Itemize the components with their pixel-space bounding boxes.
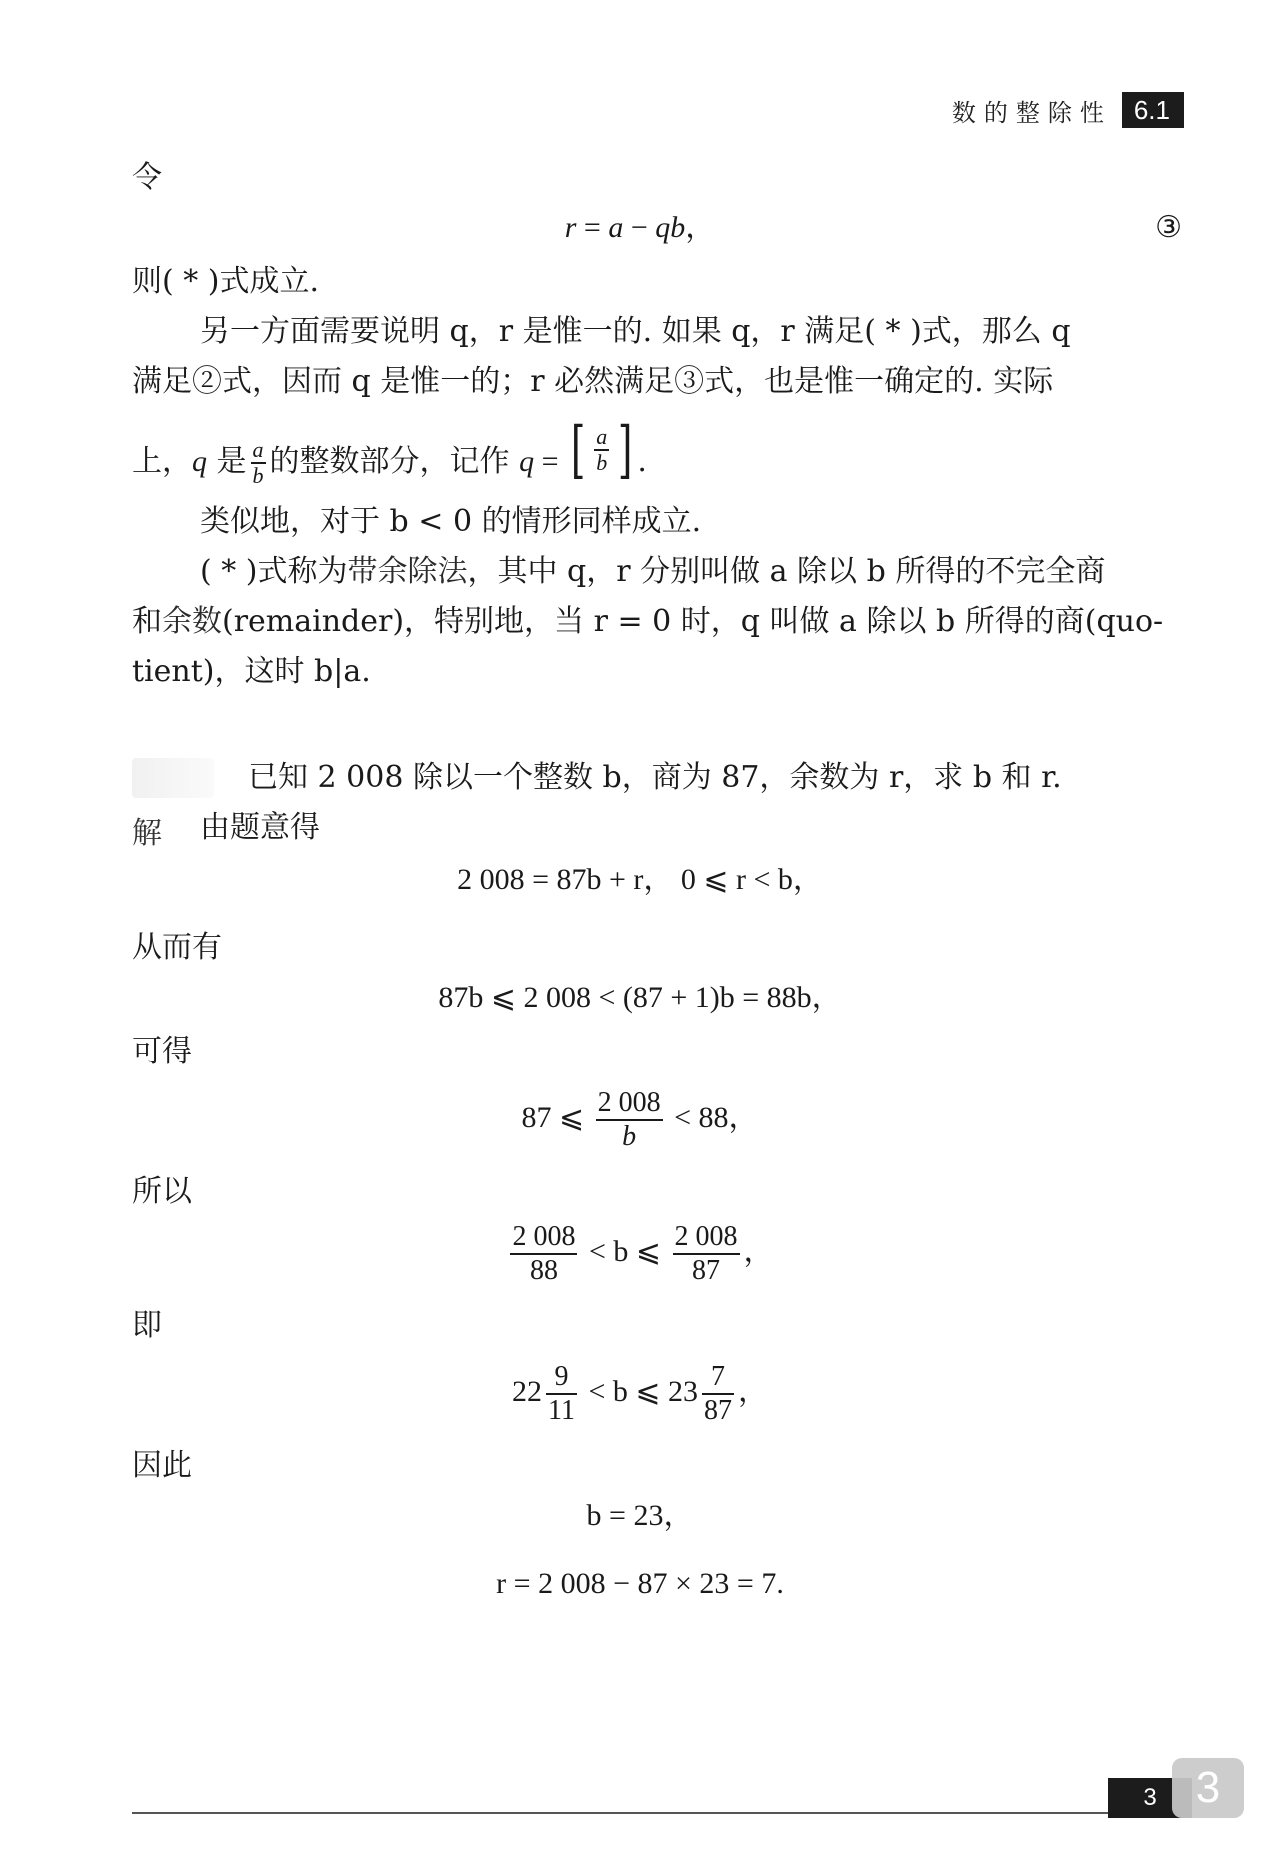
- definition-line-2: [132, 602, 1163, 642]
- text-fragment: < b ⩽ 23: [580, 1375, 699, 1408]
- text-fragment: 和: [132, 604, 162, 639]
- running-header: [952, 92, 1184, 128]
- solution-word-ie: 即: [132, 1308, 162, 1343]
- fraction-denominator: 11: [547, 1395, 575, 1427]
- example-statement: 已知 2 008 除以一个整数 b，商为 87，余数为 r，求 b 和 r.: [248, 760, 1062, 795]
- solution-word-therefore: 因此: [132, 1448, 192, 1483]
- fraction-a-over-b-bracketed: [593, 425, 610, 475]
- text-fragment: 上，: [132, 444, 192, 479]
- eq-var-qb: qb: [655, 211, 686, 244]
- fraction-numerator: 7: [711, 1361, 726, 1393]
- fraction-7-over-87: [701, 1361, 735, 1427]
- uniqueness-line-2: 满足②式，因而 q 是惟一的；r 必然满足③式，也是惟一确定的. 实际: [132, 364, 1054, 399]
- solution-intro: 由题意得: [200, 810, 320, 845]
- fraction-denominator: 87: [692, 1255, 721, 1287]
- fraction-denominator: 87: [704, 1395, 733, 1427]
- page-number-badge: 3: [1108, 1778, 1192, 1818]
- eq-equals: =: [576, 211, 609, 244]
- solution-equation-7: r = 2 008 − 87 × 23 = 7.: [496, 1567, 784, 1600]
- definition-line-1: [200, 552, 1105, 592]
- fraction-denominator: 88: [529, 1255, 558, 1287]
- term-remainder: 余数: [162, 604, 222, 639]
- solution-equation-2: 87b ⩽ 2 008 < (87 + 1)b = 88b，: [438, 981, 842, 1014]
- right-bracket: ]: [618, 413, 633, 486]
- fraction-a-over-b: [250, 438, 267, 488]
- text-fragment: ，: [743, 1235, 774, 1268]
- eq-equals: =: [534, 445, 567, 478]
- solution-equation-5: [0, 1354, 1280, 1430]
- text-fragment: ( * )式称为: [200, 554, 348, 589]
- var-q: q: [519, 445, 535, 478]
- footer-rule: [132, 1812, 1182, 1814]
- text-fragment: 22: [511, 1375, 542, 1408]
- fraction-numerator: 9: [554, 1361, 569, 1393]
- text-fragment: ，其中 q，r 分别叫做 a 除以 b 所得的不完全商: [467, 554, 1106, 589]
- floor-bracket: [566, 413, 637, 486]
- eq-var-a: a: [608, 211, 624, 244]
- text-fragment: < 88，: [666, 1101, 759, 1134]
- fraction-9-over-11: [545, 1361, 578, 1427]
- term-division-with-remainder: 带余除法: [347, 554, 468, 589]
- solution-word-thus: 从而有: [132, 930, 222, 965]
- fraction-numerator: 2 008: [597, 1087, 661, 1119]
- paragraph-holds: 则( * )式成立.: [132, 264, 320, 299]
- fraction-numerator: a: [252, 437, 264, 462]
- fraction-denominator: b: [596, 450, 608, 475]
- var-q: q: [192, 445, 207, 478]
- fraction-2008-over-88: [509, 1221, 578, 1287]
- fraction-numerator: 2 008: [674, 1221, 738, 1253]
- paragraph-similarly: 类似地，对于 b < 0 的情形同样成立.: [200, 504, 702, 539]
- eq-var-r: r: [564, 211, 577, 244]
- left-bracket: [: [570, 413, 586, 486]
- text-fragment: < b ⩽: [581, 1235, 669, 1268]
- definition-line-3: tient)，这时 b|a.: [132, 654, 371, 689]
- eq-minus: −: [623, 211, 656, 244]
- uniqueness-line-1: 另一方面需要说明 q，r 是惟一的. 如果 q，r 满足( * )式，那么 q: [200, 314, 1071, 349]
- text-fragment: 87 ⩽: [521, 1101, 592, 1134]
- solution-equation-6: b = 23，: [586, 1499, 694, 1532]
- text-fragment: .: [637, 444, 647, 479]
- fraction-denominator: b: [252, 463, 264, 488]
- solution-equation-4: [0, 1214, 1280, 1290]
- equation-3: [0, 208, 1280, 248]
- fraction-2008-over-87: [672, 1221, 741, 1287]
- fraction-2008-over-b: [595, 1087, 664, 1153]
- paragraph-let: 令: [132, 160, 162, 195]
- fraction-numerator: 2 008: [512, 1221, 576, 1253]
- solution-equation-3: [0, 1080, 1280, 1156]
- uniqueness-line-3: [132, 413, 647, 497]
- section-badge: 6.1: [1122, 92, 1184, 128]
- text-fragment: 的整数部分，记作: [269, 444, 520, 479]
- equation-number-3: ③: [1155, 210, 1182, 245]
- solution-equation-1: 2 008 = 87b + r， 0 ⩽ r < b，: [457, 863, 823, 896]
- solution-word-get: 可得: [132, 1034, 192, 1069]
- chapter-title: 数的整除性: [951, 98, 1112, 127]
- solution-label: 解: [132, 816, 162, 851]
- page-number-chip[interactable]: 3: [1172, 1758, 1244, 1818]
- eq-comma: ，: [685, 211, 716, 244]
- fraction-numerator: a: [596, 424, 608, 449]
- text-fragment: ，: [738, 1375, 769, 1408]
- text-fragment: 是: [207, 444, 247, 479]
- text-fragment: (remainder)，特别地，当 r = 0 时，q 叫做 a 除以 b 所得的商(quo-: [222, 604, 1164, 639]
- fraction-denominator: b: [622, 1121, 637, 1153]
- solution-word-so: 所以: [132, 1174, 192, 1209]
- example-label-marker: [132, 758, 214, 798]
